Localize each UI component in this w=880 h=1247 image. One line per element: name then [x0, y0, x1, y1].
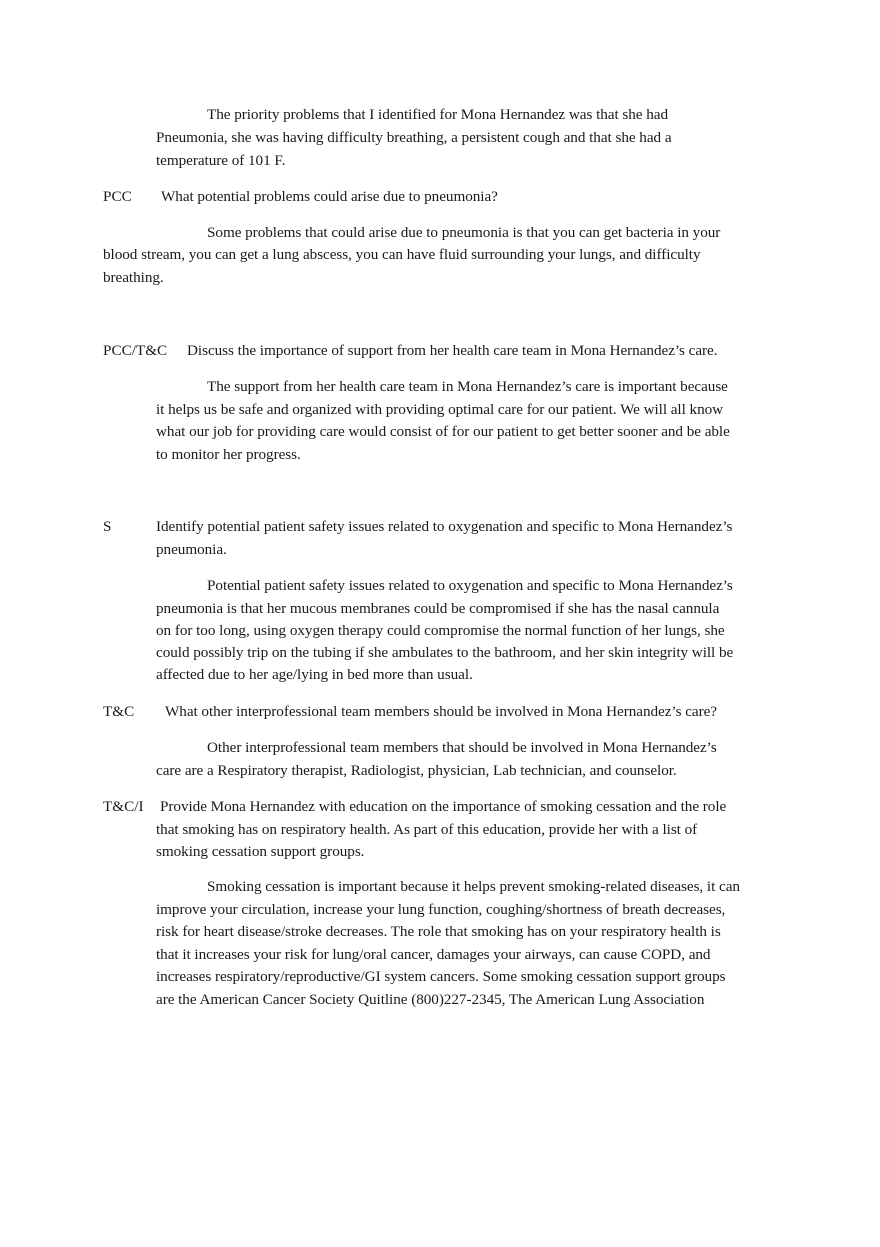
question-text: What potential problems could arise due to pneumonia?	[161, 188, 498, 205]
text-line: that it increases your risk for lung/oral cancer, damages your airways, can cause COPD, and	[156, 946, 711, 963]
question-tag: PCC	[103, 188, 132, 205]
question-text: smoking cessation support groups.	[156, 843, 365, 860]
text-line: blood stream, you can get a lung abscess, you can have fluid surrounding your lungs, and difficulty	[103, 246, 701, 263]
question-text: pneumonia.	[156, 541, 227, 558]
text-line: affected due to her age/lying in bed more than usual.	[156, 666, 473, 683]
text-line: care are a Respiratory therapist, Radiologist, physician, Lab technician, and counselor.	[156, 762, 677, 779]
question-tag: T&C/I	[103, 798, 144, 815]
text-line: Pneumonia, she was having difficulty breathing, a persistent cough and that she had a	[156, 129, 672, 146]
text-line: pneumonia is that her mucous membranes could be compromised if she has the nasal cannula	[156, 600, 720, 617]
text-line: Potential patient safety issues related to oxygenation and specific to Mona Hernandez’s	[207, 577, 733, 594]
text-line: temperature of 101 F.	[156, 152, 286, 169]
text-line: to monitor her progress.	[156, 446, 301, 463]
question-tag: PCC/T&C	[103, 342, 168, 359]
text-line: are the American Cancer Society Quitline (800)227-2345, The American Lung Association	[156, 991, 705, 1008]
question-tag: T&C	[103, 703, 135, 720]
text-line: it helps us be safe and organized with providing optimal care for our patient. We will all know	[156, 401, 724, 418]
question-text: that smoking has on respiratory health. As part of this education, provide her with a list of	[156, 821, 698, 838]
text-line: breathing.	[103, 269, 164, 286]
text-line: risk for heart disease/stroke decreases. The role that smoking has on your respiratory health is	[156, 923, 721, 940]
question-text: What other interprofessional team members should be involved in Mona Hernandez’s care?	[165, 703, 717, 720]
text-line: on for too long, using oxygen therapy could compromise the normal function of her lungs, she	[156, 622, 725, 639]
text-line: Some problems that could arise due to pneumonia is that you can get bacteria in your	[207, 224, 721, 241]
question-text: Provide Mona Hernandez with education on the importance of smoking cessation and the role	[160, 798, 727, 815]
question-text: Discuss the importance of support from her health care team in Mona Hernandez’s care.	[187, 342, 718, 359]
question-tag: S	[103, 518, 112, 535]
text-line: improve your circulation, increase your lung function, coughing/shortness of breath decreases,	[156, 901, 726, 918]
text-line: could possibly trip on the tubing if she ambulates to the bathroom, and her skin integrity will be	[156, 644, 734, 661]
text-line: increases respiratory/reproductive/GI system cancers. Some smoking cessation support groups	[156, 968, 726, 985]
text-line: what our job for providing care would consist of for our patient to get better sooner and be able	[156, 423, 730, 440]
text-line: Other interprofessional team members that should be involved in Mona Hernandez’s	[207, 739, 717, 756]
text-line: Smoking cessation is important because it helps prevent smoking-related diseases, it can	[207, 878, 740, 895]
text-line: The support from her health care team in Mona Hernandez’s care is important because	[207, 378, 728, 395]
question-text: Identify potential patient safety issues related to oxygenation and specific to Mona Hernandez’s	[156, 518, 733, 535]
text-line: The priority problems that I identified for Mona Hernandez was that she had	[207, 106, 669, 123]
